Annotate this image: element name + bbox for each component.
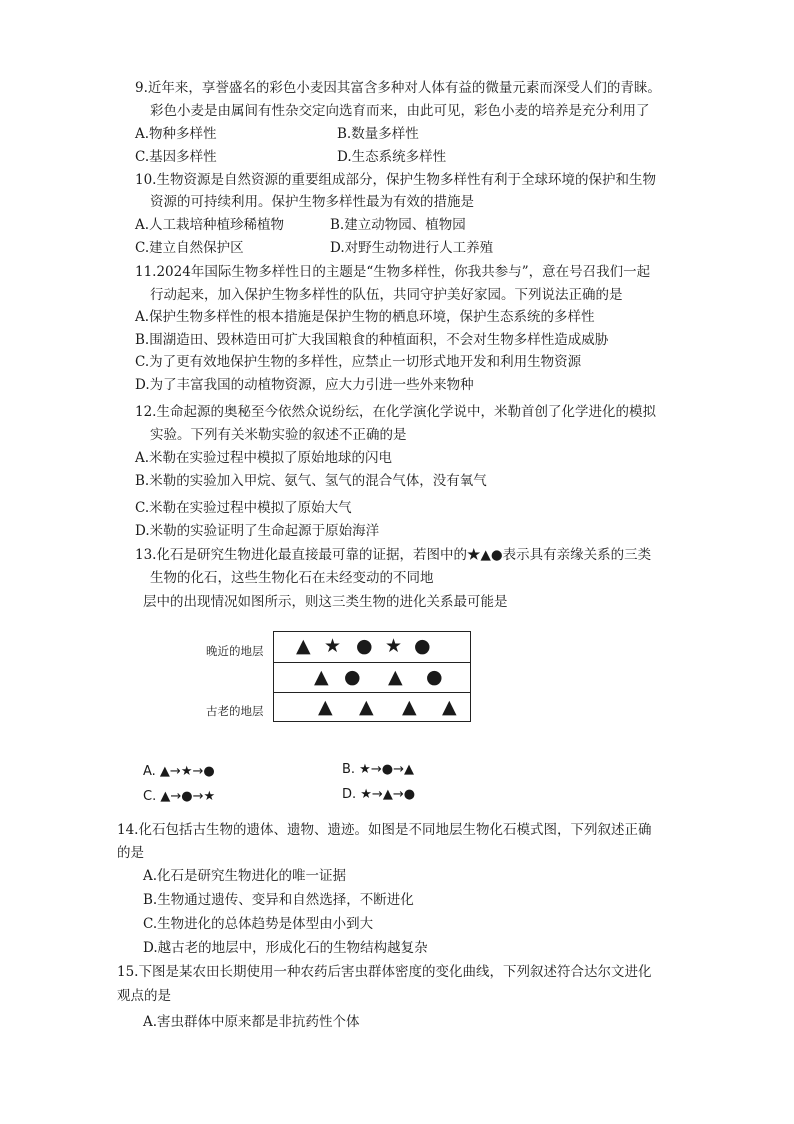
triangle-symbol: ▲	[402, 696, 417, 718]
q12-stem-line2: 实验。下列有关米勒实验的叙述不正确的是	[150, 427, 407, 443]
q11-option-d: D.为了丰富我国的动植物资源，应大力引进一些外来物种	[135, 377, 474, 393]
q13-option-a: A. ▲→★→●	[143, 764, 215, 779]
q12-option-a: A.米勒在实验过程中模拟了原始地球的闪电	[135, 450, 393, 466]
q10-stem-line2: 资源的可持续利用。保护生物多样性最为有效的措施是	[150, 194, 474, 210]
label-recent-strata: 晚近的地层	[206, 644, 264, 658]
q15-option-a: A.害虫群体中原来都是非抗药性个体	[143, 1014, 360, 1030]
q10-option-d: D.对野生动物进行人工养殖	[330, 240, 494, 256]
q12-option-b: B.米勒的实验加入甲烷、氨气、氢气的混合气体，没有氧气	[135, 473, 487, 489]
q11-option-a: A.保护生物多样性的根本措施是保护生物的栖息环境，保护生态系统的多样性	[135, 309, 595, 325]
q14-option-a: A.化石是研究生物进化的唯一证据	[143, 868, 347, 884]
q15-stem-line1: 15.下图是某农田长期使用一种农药后害虫群体密度的变化曲线，下列叙述符合达尔文进化	[117, 964, 652, 980]
q14-option-b: B.生物通过遗传、变异和自然选择，不断进化	[143, 892, 414, 908]
q10-option-a: A.人工栽培种植珍稀植物	[135, 217, 285, 233]
q9-option-c: C.基因多样性	[135, 149, 217, 165]
circle-symbol: ●	[414, 635, 431, 657]
circle-symbol: ●	[344, 666, 361, 688]
q14-option-d: D.越古老的地层中，形成化石的生物结构越复杂	[143, 940, 428, 956]
q11-stem-line2: 行动起来，加入保护生物多样性的队伍，共同守护美好家园。下列说法正确的是	[150, 287, 623, 303]
strata-row-middle	[274, 662, 470, 693]
q15-stem-line2: 观点的是	[117, 988, 171, 1004]
q11-stem-line1: 11.2024年国际生物多样性日的主题是“生物多样性，你我共参与”，意在号召我们一起	[135, 264, 651, 280]
circle-symbol: ●	[426, 666, 443, 688]
star-symbol: ★	[324, 635, 342, 657]
q9-stem-line2: 彩色小麦是由属间有性杂交定向选育而来，由此可见，彩色小麦的培养是充分利用了	[150, 103, 650, 119]
q12-option-d: D.米勒的实验证明了生命起源于原始海洋	[135, 523, 380, 539]
q13-stem-line3: 层中的出现情况如图所示，则这三类生物的进化关系最可能是	[143, 594, 508, 610]
q14-stem-line2: 的是	[117, 845, 144, 861]
triangle-symbol: ▲	[296, 635, 311, 657]
q9-option-a: A.物种多样性	[135, 126, 217, 142]
q10-stem-line1: 10.生物资源是自然资源的重要组成部分，保护生物多样性有利于全球环境的保护和生物	[135, 172, 656, 188]
q10-option-b: B.建立动物园、植物园	[330, 217, 466, 233]
q12-stem-line1: 12.生命起源的奥秘至今依然众说纷纭，在化学演化学说中，米勒首创了化学进化的模拟	[135, 404, 656, 420]
strata-figure	[273, 631, 471, 722]
q9-stem-line1: 9.近年来，享誉盛名的彩色小麦因其富含多种对人体有益的微量元素而深受人们的青睐。	[135, 80, 661, 96]
circle-symbol: ●	[356, 635, 373, 657]
triangle-symbol: ▲	[442, 696, 457, 718]
q14-option-c: C.生物进化的总体趋势是体型由小到大	[143, 916, 374, 932]
q14-stem-line1: 14.化石包括古生物的遗体、遗物、遗迹。如图是不同地层生物化石模式图，下列叙述正确	[117, 822, 652, 838]
strata-row-top	[274, 632, 470, 662]
star-symbol: ★	[385, 635, 403, 657]
label-ancient-strata: 古老的地层	[206, 704, 264, 718]
q11-option-b: B.围湖造田、毁林造田可扩大我国粮食的种植面积，不会对生物多样性造成威胁	[135, 332, 609, 348]
triangle-symbol: ▲	[359, 696, 374, 718]
q9-option-d: D.生态系统多样性	[337, 149, 447, 165]
triangle-symbol: ▲	[388, 666, 403, 688]
q9-option-b: B.数量多样性	[337, 126, 419, 142]
q13-option-d: D. ★→▲→●	[342, 787, 416, 802]
strata-row-bottom	[274, 692, 470, 721]
q11-option-c: C.为了更有效地保护生物的多样性，应禁止一切形式地开发和利用生物资源	[135, 354, 582, 370]
q13-option-b: B. ★→●→▲	[342, 762, 414, 777]
triangle-symbol: ▲	[314, 666, 329, 688]
q13-stem-line2: 生物的化石，这些生物化石在未经变动的不同地	[150, 570, 434, 586]
triangle-symbol: ▲	[318, 696, 333, 718]
q13-option-c: C. ▲→●→★	[143, 789, 216, 804]
q12-option-c: C.米勒在实验过程中模拟了原始大气	[135, 500, 352, 516]
q13-stem-line1: 13.化石是研究生物进化最直接最可靠的证据，若图中的★▲●表示具有亲缘关系的三类	[135, 547, 652, 563]
q10-option-c: C.建立自然保护区	[135, 240, 244, 256]
